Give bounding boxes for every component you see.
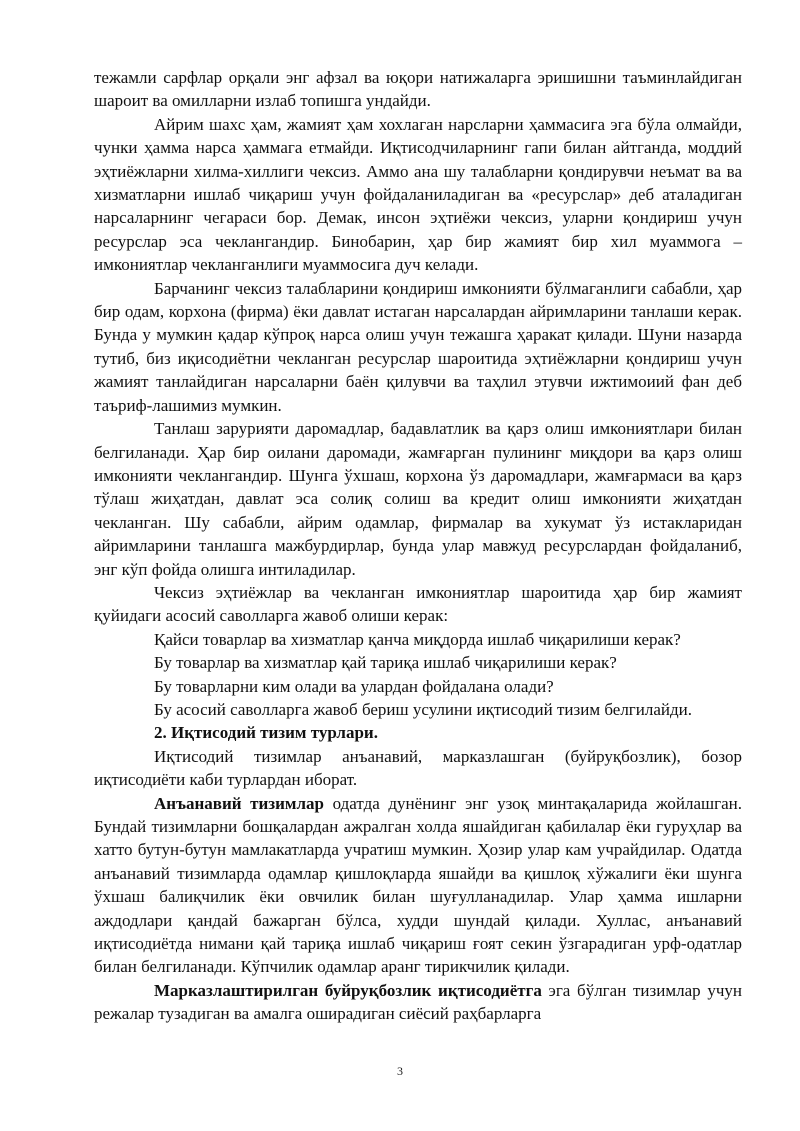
paragraph-text: эга бўлган тизимлар учун режалар тузадиган ва амалга оширадиган сиёсий раҳбарларга <box>94 980 742 1024</box>
paragraph: Танлаш зарурияти даромадлар, бадавлатлик ва қарз олиш имкониятлари билан белгиланади. Ҳар бир оилани даромади, жамғарган пулининг миқдори ва қарз олиш имконияти чеклангандир. Шунга ўхшаш, корхона ўз даромадлари, жамғармаси ва қарз тўлаш жиҳатдан, давлат эса солиқ солиш ва кредит олиш имконияти жиҳатдан чекланган. Шу сабабли, айрим одамлар, фирмалар ва хукумат ўз истакларидан айримларини танлашга мажбурдирлар, бунда улар мавжуд ресурслардан фойдаланиб, энг кўп фойда олишга интиладилар. <box>94 419 742 579</box>
section-heading: 2. Иқтисодий тизим турлари. <box>154 723 378 743</box>
bold-term: Марказлаштирилган буйруқбозлик иқтисодиётга <box>154 980 542 1000</box>
paragraph: Бу товарлар ва хизматлар қай тариқа ишлаб чиқарилиши керак? <box>154 653 617 673</box>
paragraph: Айрим шахс ҳам, жамият ҳам хохлаган нарсларни ҳаммасига эга бўла олмайди, чунки ҳамма нарса ҳаммага етмайди. Иқтисодчиларнинг гапи билан айтганда, моддий эҳтиёжларни хилма-хиллиги чексиз. Аммо ана шу талабларни қондирувчи неъмат ва ва хизматларни ишлаб чиқариш учун фойдаланиладиган ва «ресурслар» деб аталадиган нарсаларнинг чегараси бор. Демак, инсон эҳтиёжи чексиз, уларни қондириш учун ресурслар эса чеклангандир. Бинобарин, ҳар бир жамият бир хил муаммога – имкониятлар чекланганлиги муаммосига дуч келади. <box>94 114 742 275</box>
paragraph: Чексиз эҳтиёжлар ва чекланган имкониятлар шароитида ҳар бир жамият қуйидаги асосий саволларга жавоб олиши керак: <box>94 582 742 626</box>
paragraph: Иқтисодий тизимлар анъанавий, марказлашган (буйруқбозлик), бозор иқтисодиёти каби турлардан иборат. <box>94 746 742 790</box>
paragraph-text: одатда дунёнинг энг узоқ минтақаларида жойлашган. Бундай тизимларни бошқалардан ажралган холда яшайдиган қабилалар ёки гуруҳлар ва хатто бутун-бутун мамлакатларда учратиш мумкин. Ҳозир улар кам учрайдилар. Одатда анъанавий тизимларда одамлар қишлоқларда яшайди ва қишлоқ хўжалиги ёки шунга ўхшаш балиқчилик ёки овчилик билан шуғулланадилар. Улар ҳамма ишларни аждодлари қандай бажарган бўлса, худди шундай қилади. Хуллас, анъанавий иқтисодиётда нимани қай тариқа ишлаб чиқариш ғоят секин ўзгарадиган урф-одатлар билан белгиланади. Кўпчилик одамлар аранг тирикчилик қилади. <box>94 793 742 977</box>
paragraph: Бу асосий саволларга жавоб бериш усулини иқтисодий тизим белгилайди. <box>154 699 692 719</box>
bold-term: Анъанавий тизимлар <box>154 793 325 813</box>
paragraph <box>94 979 742 1026</box>
paragraph: Барчанинг чексиз талабларини қондириш имконияти бўлмаганлиги сабабли, ҳар бир одам, корхона (фирма) ёки давлат истаган нарсалардан айримларини танлаши керак. Бунда у мумкин қадар кўпроқ нарса олиш учун тежашга ҳаракат қилади. Шуни назарда тутиб, биз иқисодиётни чекланган ресурслар шароитида эҳтиёжларни қондириш учун жамият танлайдиган нарсаларни баён қилувчи ва таҳлил этувчи ижтимоиий фан деб таъриф-лашимиз мумкин. <box>94 278 742 415</box>
paragraph <box>94 792 742 979</box>
document-page <box>94 66 742 1026</box>
paragraph: Бу товарларни ким олади ва улардан фойдалана олади? <box>154 676 554 696</box>
paragraph: Қайси товарлар ва хизматлар қанча миқдорда ишлаб чиқарилиши керак? <box>154 629 681 649</box>
paragraph: тежамли сарфлар орқали энг афзал ва юқори натижаларга эришишни таъминлайдиган шароит ва омилларни излаб топишга ундайди. <box>94 68 742 111</box>
page-number: 3 <box>397 1064 403 1078</box>
